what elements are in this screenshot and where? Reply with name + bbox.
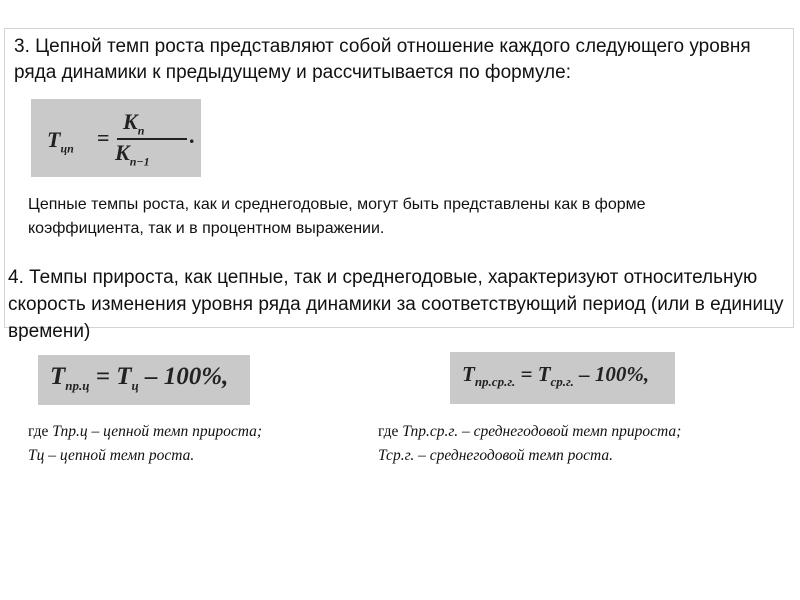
formula-equals: =: [97, 125, 110, 150]
formula-period: .: [189, 123, 195, 148]
chain-increment-formula: [38, 355, 250, 405]
average-increment-formula: [450, 352, 675, 404]
section4-text: 4. Темпы прироста, как цепные, так и среднегодовые, характеризуют относительную скорость изменения уровня ряда динамики за соответствующий период (или в единицу времени): [8, 267, 784, 342]
right-legend: где Тпр.ср.г. – среднегодовой темп прироста; Тср.г. – среднегодовой темп роста.: [378, 423, 682, 464]
formula-numerator: $K_n$: [123, 109, 145, 138]
left-legend: где Тпр.ц – цепной темп прироста; Тц – цепной темп роста.: [28, 423, 263, 464]
formula-lhs: $T_{цп}$: [47, 127, 74, 156]
section3-text: 3. Цепной темп роста представляют собой отношение каждого следующего уровня ряда динамики к предыдущему и рассчитывается по формуле:: [14, 36, 751, 83]
chain-growth-formula: [31, 99, 201, 177]
section3-note: Цепные темпы роста, как и среднегодовые, могут быть представлены как в форме коэффициента, так и в процентном выражении.: [28, 196, 646, 237]
formula-expression: $T_{пр.ср.г.} = T_{ср.г.} - 100\%$,: [462, 362, 650, 390]
formula-denominator: $K_{n-1}$: [115, 140, 150, 169]
formula-expression: $T_{пр.ц} = T_ц - 100\%$,: [50, 363, 229, 393]
